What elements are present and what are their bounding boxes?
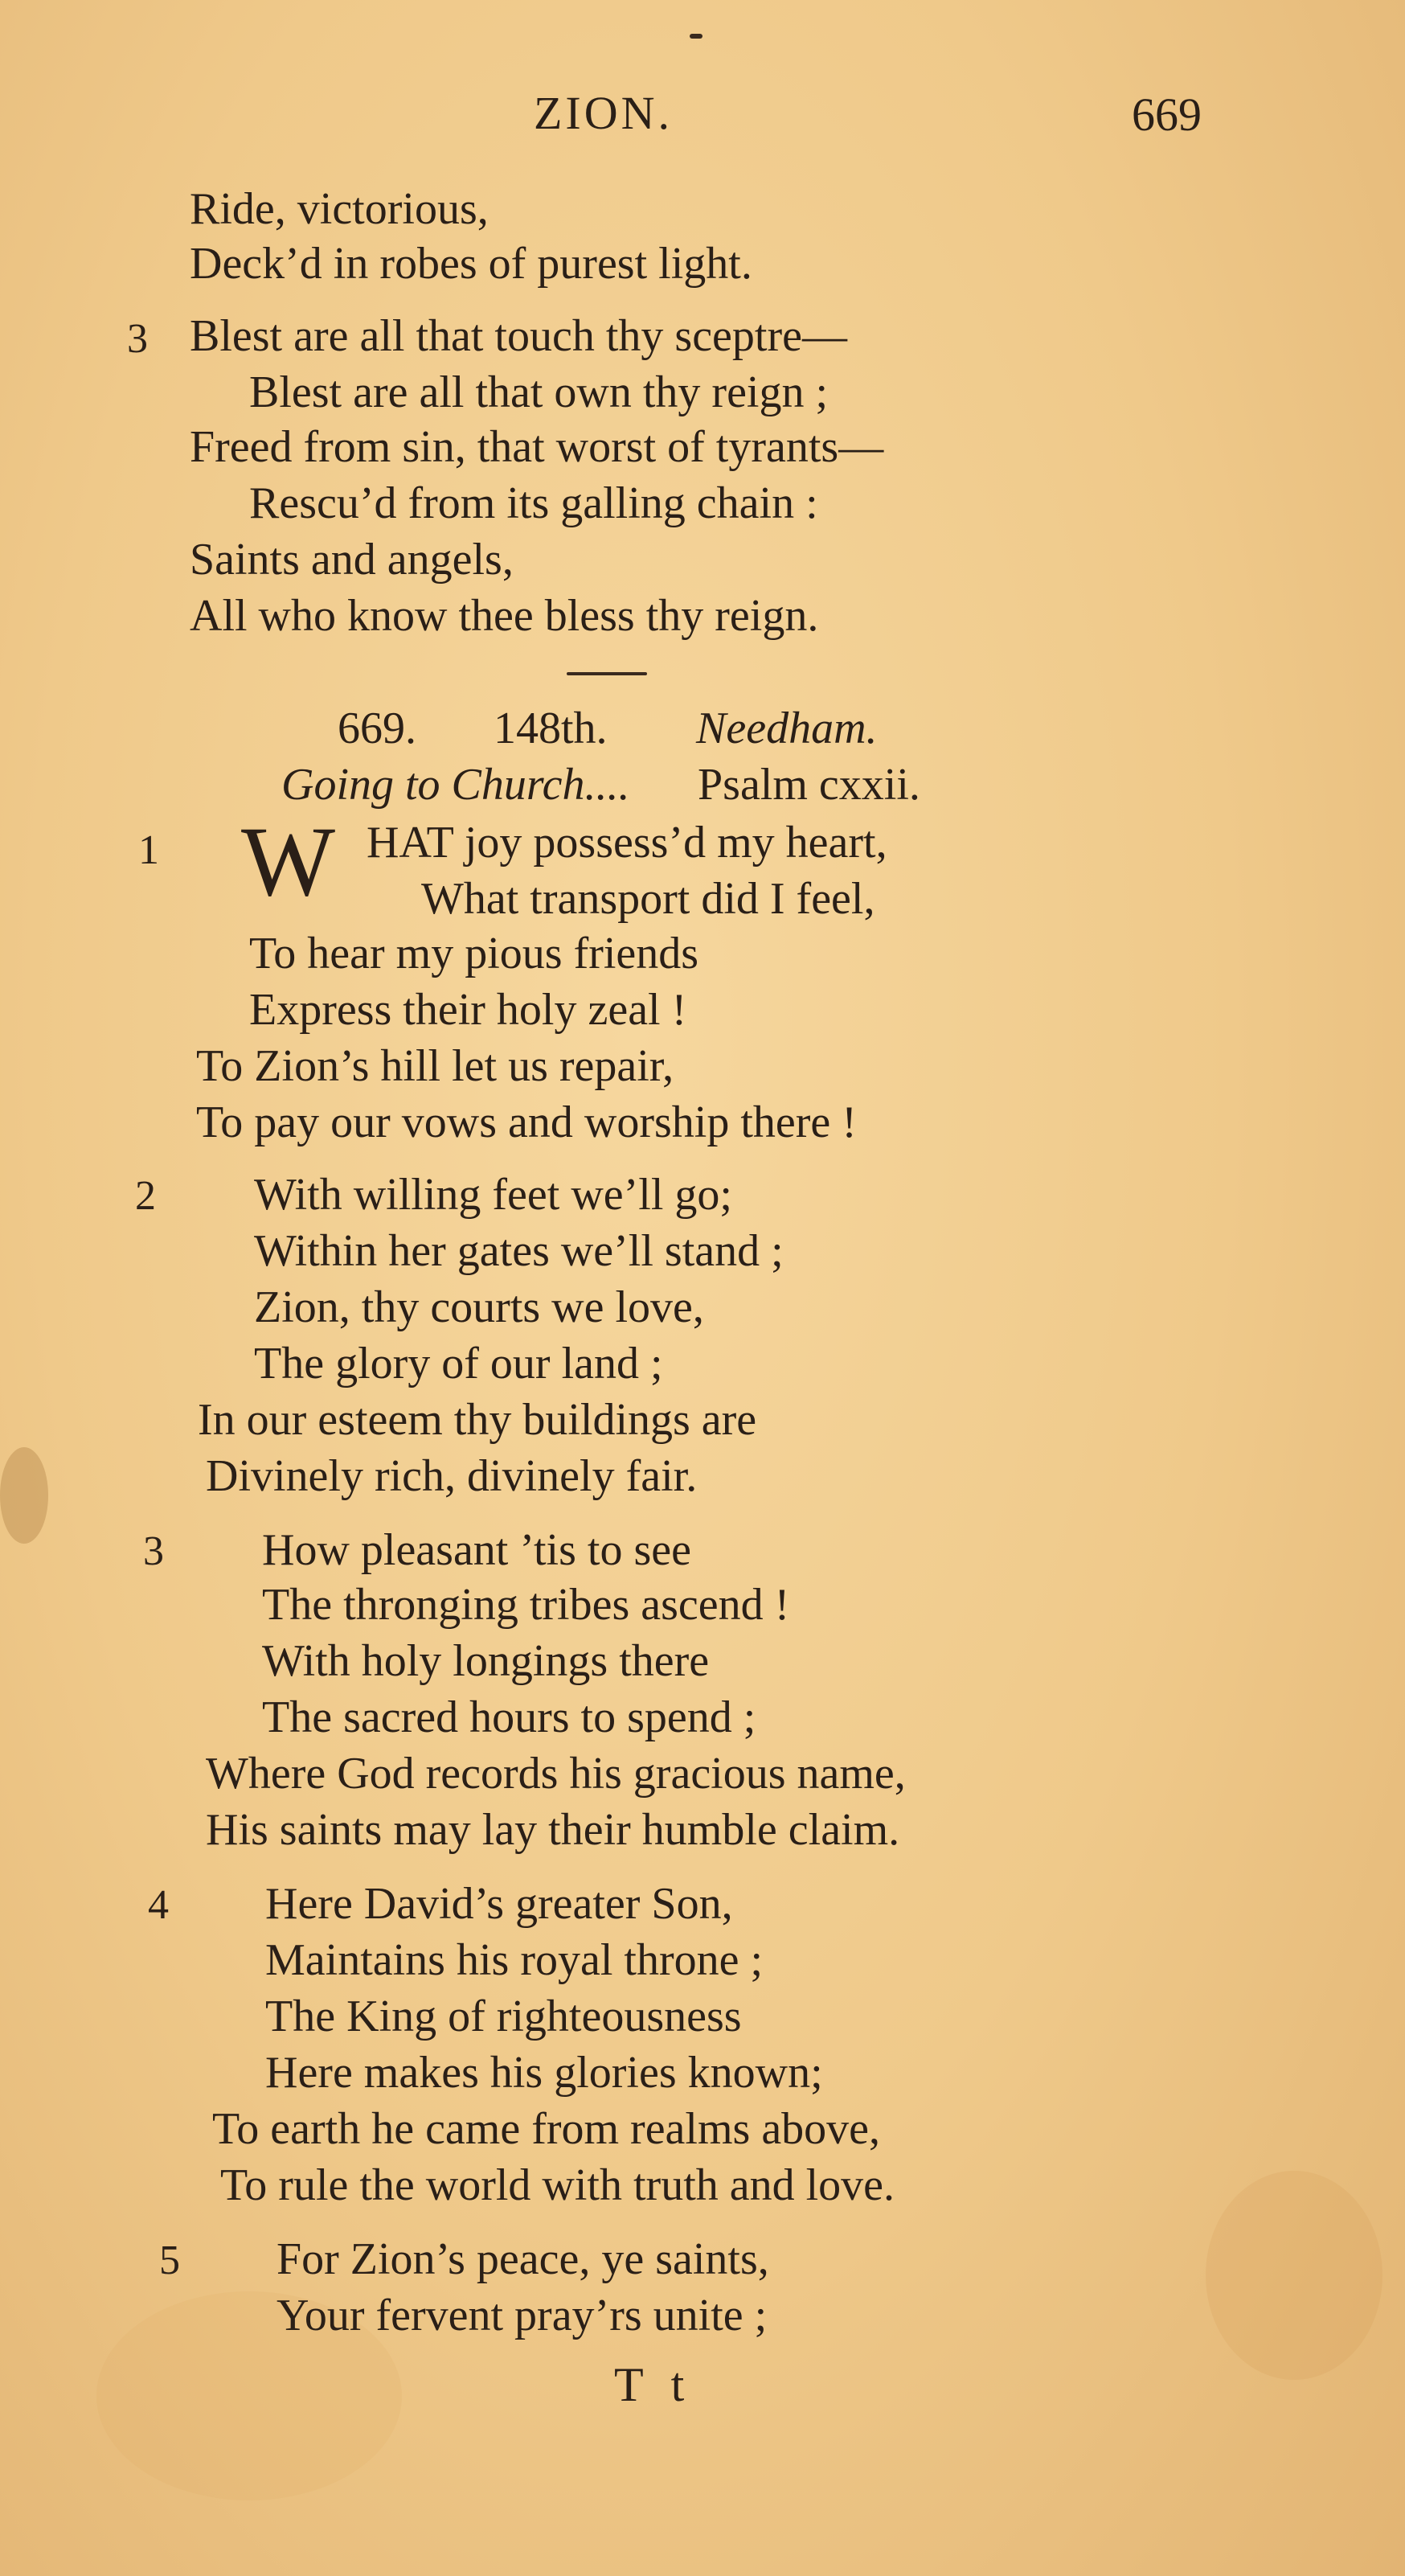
verse-number: 3 [127,316,148,362]
text-line: In our esteem thy buildings are [198,1395,757,1445]
text-line: His saints may lay their humble claim. [206,1805,900,1855]
text-line: All who know thee bless thy reign. [190,591,819,641]
stanza-number: 2 [135,1173,156,1219]
top-mark [690,34,702,39]
text-line: Divinely rich, divinely fair. [206,1451,698,1501]
text-line: Saints and angels, [190,535,514,585]
text-line: Ride, victorious, [190,184,489,234]
hymn-number: 669. [338,703,416,753]
stanza-number: 5 [159,2238,180,2283]
text-line: To pay our vows and worship there ! [196,1097,857,1147]
drop-cap: W [241,806,336,917]
text-line: With willing feet we’ll go; [254,1170,732,1220]
text-line: What transport did I feel, [421,874,875,924]
text-line: Where God records his gracious name, [206,1749,906,1799]
text-line: Here makes his glories known; [265,2048,823,2098]
text-line: How pleasant ’tis to see [262,1525,691,1575]
hymn-tune: Needham. [696,703,878,753]
running-title: ZION. [534,87,674,139]
text-line: Here David’s greater Son, [265,1879,733,1929]
paper-stain [1206,2171,1382,2380]
text-line: Blest are all that touch thy sceptre— [190,311,847,361]
text-line: To earth he came from realms above, [212,2104,881,2154]
text-line: Within her gates we’ll stand ; [254,1226,784,1276]
text-line: For Zion’s peace, ye saints, [276,2234,769,2284]
stanza-number: 1 [138,827,159,873]
text-line: Deck’d in robes of purest light. [190,239,752,289]
text-line: HAT joy possess’d my heart, [367,818,887,868]
stanza-number: 4 [148,1882,169,1928]
text-line: The glory of our land ; [254,1339,663,1388]
stanza-number: 3 [143,1528,164,1574]
text-line: Freed from sin, that worst of tyrants— [190,422,884,472]
text-line: With holy longings there [262,1636,710,1686]
text-line: Blest are all that own thy reign ; [249,367,829,417]
separator-rule [567,672,647,675]
text-line: Express their holy zeal ! [249,985,687,1035]
text-line: The sacred hours to spend ; [262,1692,756,1742]
text-line: Zion, thy courts we love, [254,1282,704,1332]
text-line: The thronging tribes ascend ! [262,1580,790,1630]
page-number: 669 [1132,88,1202,141]
text-line: To hear my pious friends [249,929,699,978]
paper-stain [0,1447,48,1544]
text-line: The King of righteousness [265,1991,742,2041]
hymn-meter: 148th. [494,703,608,753]
text-line: Rescu’d from its galling chain : [249,478,818,528]
text-line: Maintains his royal throne ; [265,1935,764,1985]
text-line: To Zion’s hill let us repair, [196,1041,674,1091]
hymn-psalm: Psalm cxxii. [698,760,920,810]
text-line: Your fervent pray’rs unite ; [276,2291,768,2340]
signature-mark: T t [614,2358,693,2411]
hymn-subtitle: Going to Church.... [281,760,630,810]
text-line: To rule the world with truth and love. [220,2160,895,2210]
